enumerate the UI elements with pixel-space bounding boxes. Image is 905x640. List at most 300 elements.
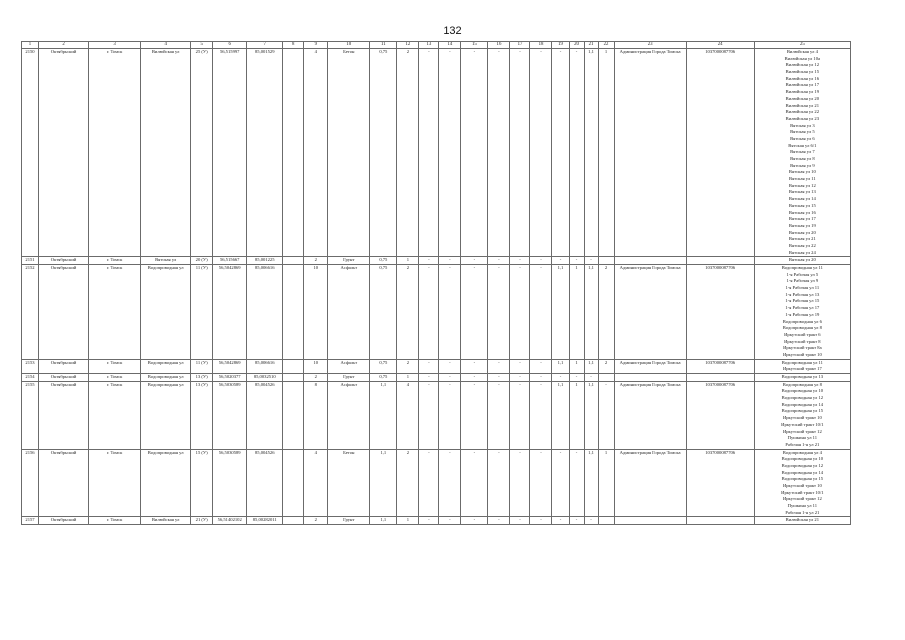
address-item: Вятская ул 8	[790, 156, 815, 161]
address-item: Водопроводная ул 12	[781, 395, 824, 401]
column-header: 23	[614, 42, 686, 49]
table-cell: -	[461, 517, 488, 525]
table-cell: -	[552, 517, 569, 525]
table-cell: -	[530, 359, 552, 373]
table-cell: 1037000087706	[686, 359, 754, 373]
table-cell: Октябрьский	[39, 517, 89, 525]
address-item: Вилюйская ул 22	[785, 109, 820, 115]
address-item: Пушкина ул 11	[787, 435, 818, 441]
column-header: 21	[584, 42, 598, 49]
table-cell: -	[419, 49, 439, 257]
table-cell: 4	[397, 381, 419, 449]
table-cell: Бетон	[328, 449, 370, 517]
table-cell: 2	[397, 49, 419, 257]
table-cell: 85,00282011	[247, 517, 283, 525]
column-header: 17	[510, 42, 530, 49]
table-cell: Администрация Города Томска	[614, 265, 686, 360]
table-cell: -	[419, 257, 439, 265]
table-cell: -	[419, 374, 439, 382]
table-cell: -	[488, 374, 510, 382]
table-cell: 0,75	[370, 265, 397, 360]
table-cell: 1	[397, 257, 419, 265]
table-cell: 1	[598, 449, 614, 517]
address-item: 1-я Рабочая ул 17	[785, 305, 820, 311]
address-item: Водопроводная ул 14	[781, 401, 824, 407]
column-header: 25	[754, 42, 850, 49]
table-cell: -	[419, 265, 439, 360]
table-cell: 56,5042869	[213, 265, 247, 360]
column-header: 7	[247, 42, 283, 49]
table-cell: -	[530, 265, 552, 360]
table-cell: Октябрьский	[39, 381, 89, 449]
address-item: Иркутский тракт 17	[782, 366, 822, 372]
table-cell: Вилюйская ул	[141, 49, 191, 257]
table-cell: Октябрьский	[39, 265, 89, 360]
address-item: Вятская ул 13	[788, 189, 816, 195]
table-cell: 2	[304, 257, 328, 265]
table-cell: 2151	[22, 257, 39, 265]
table-cell	[686, 374, 754, 382]
table-cell: г. Томск	[89, 265, 141, 360]
table-cell: 2	[397, 359, 419, 373]
table-cell: 2152	[22, 265, 39, 360]
table-cell: 0,75	[370, 359, 397, 373]
table-cell: -	[569, 49, 584, 257]
table-cell: Октябрьский	[39, 49, 89, 257]
column-header: 10	[328, 42, 370, 49]
table-cell	[283, 359, 304, 373]
address-item: Вятская ул 9	[790, 162, 815, 168]
address-item: Вятская ул 17	[788, 216, 816, 222]
table-cell: -	[488, 359, 510, 373]
table-cell: г. Томск	[89, 517, 141, 525]
table-cell: 20 (У)	[191, 257, 213, 265]
table-row	[22, 257, 851, 265]
table-cell: 2153	[22, 359, 39, 373]
address-list	[754, 517, 850, 525]
address-item: Водопроводная ул 12	[781, 462, 824, 468]
table-cell: -	[552, 49, 569, 257]
table-cell: -	[461, 49, 488, 257]
column-header: 19	[552, 42, 569, 49]
address-item: 1-я Рабочая ул 11	[785, 285, 820, 291]
address-item: Вилюйская ул 4	[786, 49, 818, 54]
table-cell: -	[461, 257, 488, 265]
table-row	[22, 374, 851, 382]
address-item: Водопроводная ул 11	[781, 359, 823, 365]
table-cell: г. Томск	[89, 49, 141, 257]
table-row	[22, 517, 851, 525]
table-cell	[686, 517, 754, 525]
table-cell: 85,004526	[247, 381, 283, 449]
table-cell: -	[569, 449, 584, 517]
table-cell: -	[488, 449, 510, 517]
table-cell: 2150	[22, 49, 39, 257]
table-cell: 1,1	[370, 449, 397, 517]
address-list	[754, 257, 850, 265]
address-item: Вятская ул 5	[790, 129, 815, 135]
table-cell: 21 (У)	[191, 517, 213, 525]
address-item: Водопроводная ул 15	[781, 476, 824, 482]
table-row	[22, 359, 851, 373]
table-cell: -	[569, 257, 584, 265]
address-item: Иркутский тракт 10	[782, 483, 822, 489]
address-item: Иркутский тракт 10/1	[781, 489, 824, 495]
table-cell: 15 (У)	[191, 449, 213, 517]
table-cell	[614, 374, 686, 382]
table-cell: -	[569, 374, 584, 382]
address-item: Вилюйская ул 19	[785, 89, 820, 95]
table-row	[22, 265, 851, 360]
table-cell: -	[488, 381, 510, 449]
table-cell: 2	[304, 374, 328, 382]
table-cell: -	[584, 257, 598, 265]
address-item: Водопроводная ул 8	[782, 325, 822, 331]
registry-table	[21, 41, 851, 525]
table-cell: 1,1	[552, 381, 569, 449]
table-cell: 25 (У)	[191, 49, 213, 257]
address-item: Водопроводная ул 4	[782, 449, 822, 455]
address-list	[754, 381, 850, 449]
address-item: Вилюйская ул 12	[785, 62, 820, 68]
address-item: Иркутский тракт 10/1	[781, 421, 824, 427]
address-item: 1-я Рабочая ул 9	[786, 278, 819, 284]
table-cell: Вятская ул	[141, 257, 191, 265]
table-cell: Октябрьский	[39, 359, 89, 373]
table-cell: -	[461, 359, 488, 373]
table-cell: 1,1	[584, 265, 598, 360]
address-item: Вилюйская ул 17	[785, 82, 820, 88]
table-cell	[283, 257, 304, 265]
table-cell: 10	[304, 359, 328, 373]
table-cell: 2	[397, 449, 419, 517]
table-cell: 1	[569, 381, 584, 449]
table-cell: 4	[304, 49, 328, 257]
table-cell: -	[530, 374, 552, 382]
table-cell: -	[419, 359, 439, 373]
table-cell: -	[530, 257, 552, 265]
table-cell: -	[439, 265, 461, 360]
table-cell: Администрация Города Томска	[614, 359, 686, 373]
table-cell: -	[510, 265, 530, 360]
table-cell: 4	[304, 449, 328, 517]
table-cell: 1037000087706	[686, 49, 754, 257]
table-cell: Водопроводная ул	[141, 374, 191, 382]
table-cell: 13 (У)	[191, 381, 213, 449]
address-item: Вилюйская ул 20	[785, 95, 820, 101]
column-header: 2	[39, 42, 89, 49]
address-item: Водопроводная ул 8	[782, 381, 822, 387]
address-item: 1-я Рабочая ул 5	[786, 271, 819, 277]
table-cell	[283, 374, 304, 382]
address-item: Вятская ул 6	[790, 135, 815, 141]
table-cell: 1,1	[370, 381, 397, 449]
table-cell: 1,1	[584, 49, 598, 257]
address-list	[754, 49, 850, 257]
table-cell	[598, 517, 614, 525]
table-row	[22, 449, 851, 517]
table-cell	[283, 265, 304, 360]
address-item: 1-я Рабочая ул 13	[785, 291, 820, 297]
address-item: Вятская ул 24	[788, 249, 816, 255]
table-cell: -	[488, 517, 510, 525]
column-header: 16	[488, 42, 510, 49]
table-cell: -	[530, 449, 552, 517]
table-cell: 85,006616	[247, 265, 283, 360]
address-item: Водопроводная ул 10	[781, 456, 824, 462]
address-item: 1-я Рабочая ул 19	[785, 311, 820, 317]
table-cell: 1,1	[584, 381, 598, 449]
table-cell	[283, 517, 304, 525]
address-item: Иркутский тракт 10	[782, 415, 822, 421]
table-cell: 1037000087706	[686, 449, 754, 517]
table-cell: 85,001529	[247, 49, 283, 257]
table-cell	[598, 374, 614, 382]
column-header: 12	[397, 42, 419, 49]
column-header: 14	[439, 42, 461, 49]
column-header: 15	[461, 42, 488, 49]
table-cell: -	[510, 517, 530, 525]
table-cell: -	[584, 374, 598, 382]
table-cell: 85,0032510	[247, 374, 283, 382]
table-cell: г. Томск	[89, 359, 141, 373]
table-cell: Администрация Города Томска	[614, 381, 686, 449]
table-row	[22, 49, 851, 257]
address-item: Вятская ул 11	[789, 176, 816, 182]
table-cell: 0,75	[370, 374, 397, 382]
table-cell: 2	[598, 359, 614, 373]
column-header: 8	[283, 42, 304, 49]
table-cell: г. Томск	[89, 381, 141, 449]
column-header: 9	[304, 42, 328, 49]
table-cell: 1	[569, 359, 584, 373]
table-cell: 0,75	[370, 49, 397, 257]
table-cell: -	[598, 381, 614, 449]
table-cell	[283, 449, 304, 517]
address-item: Водопроводная ул 14	[781, 469, 824, 475]
table-cell: 56,5030589	[213, 381, 247, 449]
table-cell: -	[419, 449, 439, 517]
table-cell: -	[510, 49, 530, 257]
column-header: 6	[213, 42, 247, 49]
address-item: Иркутский тракт 12	[782, 428, 822, 434]
table-cell: -	[552, 257, 569, 265]
table-cell: Вилюйская ул	[141, 517, 191, 525]
table-cell: -	[461, 374, 488, 382]
table-cell: 85,004526	[247, 449, 283, 517]
table-cell: -	[530, 49, 552, 257]
table-cell: г. Томск	[89, 257, 141, 265]
address-item: Вятская ул 10	[788, 169, 816, 175]
column-header: 3	[89, 42, 141, 49]
table-cell: Грунт	[328, 517, 370, 525]
address-item: Иркутский тракт 6	[784, 331, 821, 337]
address-item: Вилюйская ул 15	[785, 69, 820, 75]
table-cell: 0,75	[370, 257, 397, 265]
table-cell: Водопроводная ул	[141, 359, 191, 373]
address-item: Вятская ул 19	[788, 222, 816, 228]
address-item: Рабочая 1-я ул 21	[785, 441, 820, 447]
table-cell: -	[488, 49, 510, 257]
table-cell: 8	[304, 381, 328, 449]
address-item: Вятская ул 20	[788, 229, 816, 235]
table-cell: 2	[598, 265, 614, 360]
column-header: 13	[419, 42, 439, 49]
table-cell: 1,1	[584, 359, 598, 373]
table-cell: -	[584, 517, 598, 525]
table-cell: 1037000087706	[686, 381, 754, 449]
table-cell: -	[530, 517, 552, 525]
table-cell: 1,1	[552, 359, 569, 373]
address-item: Водопроводная ул 10	[781, 388, 824, 394]
table-cell: -	[439, 359, 461, 373]
address-item: Вятская ул 16	[788, 209, 816, 215]
table-cell: -	[461, 265, 488, 360]
address-item: Водопроводная ул 15	[781, 408, 824, 414]
table-cell: 2156	[22, 449, 39, 517]
table-row	[22, 381, 851, 449]
table-cell: Грунт	[328, 257, 370, 265]
address-item: Вятская ул 21	[788, 236, 816, 242]
address-list	[754, 449, 850, 517]
table-cell: 13 (У)	[191, 374, 213, 382]
table-cell: 2155	[22, 381, 39, 449]
table-cell: -	[461, 449, 488, 517]
address-item: Вятская ул 15	[788, 202, 816, 208]
address-item: Вятская ул 3	[790, 122, 815, 128]
table-cell	[614, 257, 686, 265]
table-cell: 56,515667	[213, 257, 247, 265]
table-cell: Бетон	[328, 49, 370, 257]
address-item: 1-я Рабочая ул 15	[785, 298, 820, 304]
address-item: Водопроводная ул 13	[781, 374, 824, 380]
table-cell: -	[439, 449, 461, 517]
table-cell: -	[510, 359, 530, 373]
table-cell: Водопроводная ул	[141, 449, 191, 517]
table-cell: -	[510, 381, 530, 449]
table-cell: Октябрьский	[39, 449, 89, 517]
column-header: 11	[370, 42, 397, 49]
table-cell: -	[439, 381, 461, 449]
address-item: Водопроводная ул 11	[781, 265, 823, 271]
table-cell: -	[510, 374, 530, 382]
table-cell: -	[439, 49, 461, 257]
table-cell: 11 (У)	[191, 359, 213, 373]
column-header: 18	[530, 42, 552, 49]
table-cell: 56,5020377	[213, 374, 247, 382]
address-item: Вилюйская ул 21	[785, 102, 820, 108]
column-header: 22	[598, 42, 614, 49]
address-item: Вилюйская ул 16	[785, 75, 820, 81]
table-cell: Октябрьский	[39, 374, 89, 382]
page-number: 132	[443, 25, 462, 37]
address-item: Вятская ул 7	[790, 149, 815, 155]
column-header: 1	[22, 42, 39, 49]
address-item: Рабочая 1-я ул 21	[785, 509, 820, 515]
column-header: 4	[141, 42, 191, 49]
address-item: Вятская ул 20	[788, 257, 816, 263]
header-row	[22, 42, 851, 49]
table-cell: 11 (У)	[191, 265, 213, 360]
table-cell: 85,001225	[247, 257, 283, 265]
table-cell: 1	[598, 49, 614, 257]
address-item: Пушкина ул 11	[787, 503, 818, 509]
table-cell: 1,1	[552, 265, 569, 360]
table-cell: 1037000087706	[686, 265, 754, 360]
table-cell: -	[488, 265, 510, 360]
table-cell: 1	[397, 517, 419, 525]
table-cell: -	[439, 257, 461, 265]
table-cell: -	[488, 257, 510, 265]
table-cell	[283, 49, 304, 257]
table-cell: 10	[304, 265, 328, 360]
address-list	[754, 359, 850, 373]
table-cell: Администрация Города Томска	[614, 449, 686, 517]
table-cell: Асфальт	[328, 381, 370, 449]
column-header: 24	[686, 42, 754, 49]
table-cell: -	[552, 449, 569, 517]
address-item: Вятская ул 6/1	[788, 142, 817, 148]
address-item: Вятская ул 22	[788, 242, 816, 248]
table-cell: 56,5030589	[213, 449, 247, 517]
table-cell: г. Томск	[89, 449, 141, 517]
table-cell: Грунт	[328, 374, 370, 382]
table-cell: -	[510, 257, 530, 265]
table-cell: 56,515997	[213, 49, 247, 257]
table-cell: -	[419, 517, 439, 525]
table-cell: -	[439, 517, 461, 525]
table-cell	[598, 257, 614, 265]
table-cell	[686, 257, 754, 265]
table-cell: 56,5042869	[213, 359, 247, 373]
address-list	[754, 374, 850, 382]
table-cell: Асфальт	[328, 265, 370, 360]
address-list	[754, 265, 850, 360]
address-item: Водопроводная ул 6	[782, 318, 822, 324]
address-item: Вилюйская ул 10а	[784, 55, 821, 61]
table-cell	[614, 517, 686, 525]
table-cell: -	[530, 381, 552, 449]
table-cell: 1	[569, 265, 584, 360]
table-cell: 2	[304, 517, 328, 525]
address-item: Вилюйская ул 23	[785, 115, 820, 121]
table-cell: Асфальт	[328, 359, 370, 373]
table-cell: 2	[397, 265, 419, 360]
address-item: Иркутский тракт 10	[782, 351, 822, 357]
address-item: Иркутский тракт 8а	[783, 345, 822, 351]
table-cell: Водопроводная ул	[141, 265, 191, 360]
table-cell: Водопроводная ул	[141, 381, 191, 449]
table-cell: -	[552, 374, 569, 382]
table-cell: г. Томск	[89, 374, 141, 382]
table-cell: 1,1	[584, 449, 598, 517]
column-header: 20	[569, 42, 584, 49]
table-cell: Октябрьский	[39, 257, 89, 265]
table-cell	[283, 381, 304, 449]
table-cell: 1,1	[370, 517, 397, 525]
table-cell: 2154	[22, 374, 39, 382]
address-item: Вятская ул 12	[788, 182, 816, 188]
address-item: Вятская ул 14	[788, 196, 816, 202]
address-item: Иркутский тракт 8	[784, 338, 821, 344]
address-item: Вилюйская ул 21	[785, 517, 820, 523]
table-cell: -	[569, 517, 584, 525]
table-cell: -	[419, 381, 439, 449]
table-cell: 1	[397, 374, 419, 382]
table-cell: -	[461, 381, 488, 449]
table-cell: 85,006616	[247, 359, 283, 373]
address-item: Иркутский тракт 12	[782, 496, 822, 502]
